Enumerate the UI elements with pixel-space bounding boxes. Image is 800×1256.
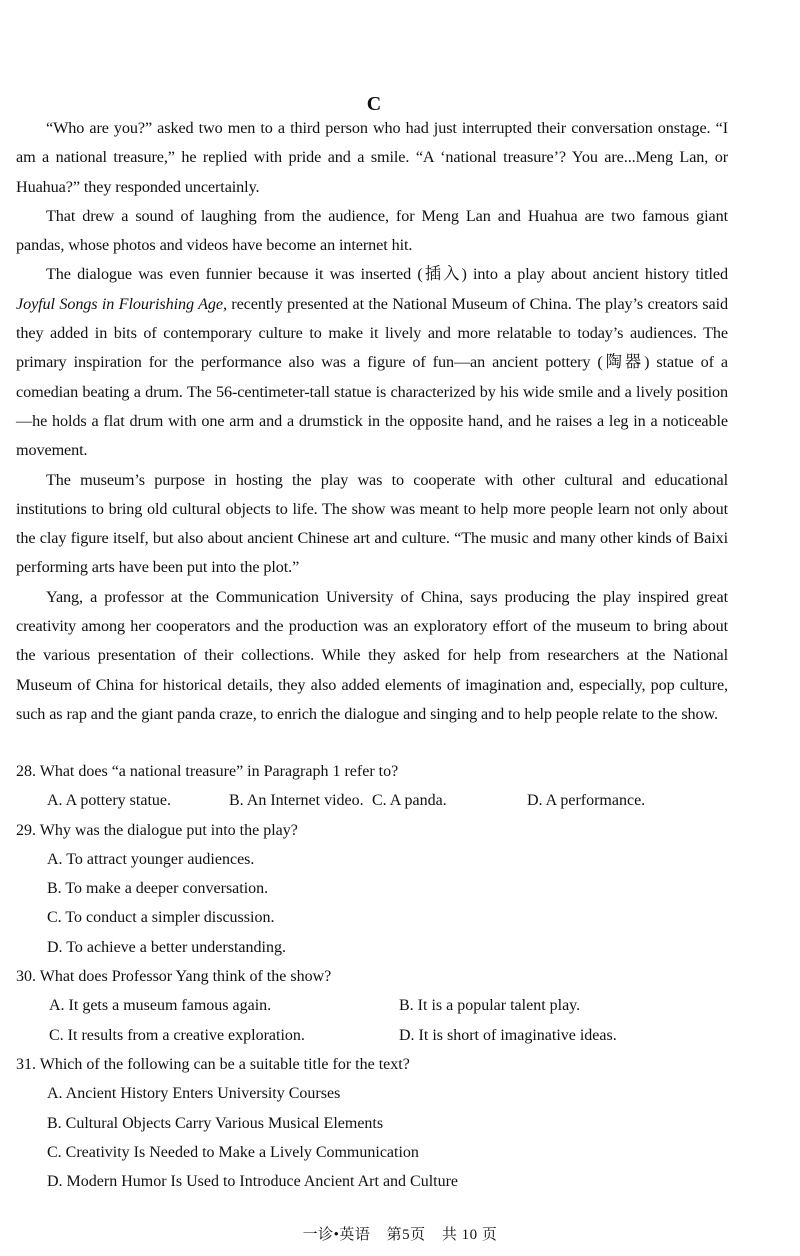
passage-paragraph-3 <box>16 260 728 465</box>
option-c: C. A panda. <box>372 792 447 810</box>
option-c: C. To conduct a simpler discussion. <box>47 909 275 927</box>
option-a: A. To attract younger audiences. <box>47 850 255 868</box>
passage-paragraph-2: That drew a sound of laughing from the audience, for Meng Lan and Huahua are two famous giant pandas, whose photos and videos have become an internet hit. <box>16 206 728 255</box>
question-29 <box>16 816 756 962</box>
play-title: Joyful Songs in Flourishing Age, <box>16 294 227 313</box>
reading-passage <box>16 114 728 729</box>
option-b: B. Cultural Objects Carry Various Musical Elements <box>47 1114 384 1132</box>
passage-paragraph-5: Yang, a professor at the Communication University of China, says producing the play inspired great creativity among her cooperators and the production was an exploratory effort of the museum to bring about the various presentation of their collections. While they asked for help from researchers at the National Museum of China for historical details, they also added elements of imagination and, especially, pop culture, such as rap and the giant panda craze, to enrich the dialogue and singing and to help people relate to the show. <box>16 587 728 723</box>
options-list <box>16 1079 756 1196</box>
option-d: D. A performance. <box>527 792 646 810</box>
option-b: B. It is a popular talent play. <box>399 997 581 1015</box>
option-b: B. To make a deeper conversation. <box>47 880 269 898</box>
exam-name: 一诊•英语 <box>302 1227 371 1243</box>
question-stem: 31. Which of the following can be a suitable title for the text? <box>16 1055 410 1073</box>
options-list <box>16 845 756 962</box>
option-d: D. To achieve a better understanding. <box>47 938 286 956</box>
option-d: D. Modern Humor Is Used to Introduce Ancient Art and Culture <box>47 1173 459 1191</box>
page-number: 第5页 <box>386 1227 426 1243</box>
option-c: C. Creativity Is Needed to Make a Lively Communication <box>47 1143 419 1161</box>
option-a: A. Ancient History Enters University Courses <box>47 1085 341 1103</box>
section-title: C <box>366 93 382 115</box>
passage-paragraph-1: “Who are you?” asked two men to a third person who had just interrupted their conversation onstage. “I am a national treasure,” he replied with pride and a smile. “A ‘national treasure’? You are...Meng Lan, or Huahua?” they responded uncertainly. <box>16 119 728 196</box>
question-stem: 30. What does Professor Yang think of the show? <box>16 968 332 986</box>
option-a: A. A pottery statue. <box>47 792 171 810</box>
question-31 <box>16 1050 756 1196</box>
question-stem: 29. Why was the dialogue put into the play? <box>16 821 298 839</box>
paragraph-text: The dialogue was even funnier because it was inserted (插入) into a play about ancient history titled <box>46 265 728 284</box>
questions-section <box>16 757 756 1196</box>
passage-paragraph-4: The museum’s purpose in hosting the play was to cooperate with other cultural and educational institutions to bring old cultural objects to life. The show was meant to help more people learn not only about the clay figure itself, but also about ancient Chinese art and culture. “The music and many other kinds of Baixi performing arts have been put into the plot.” <box>16 470 728 577</box>
options-grid <box>16 991 756 1050</box>
option-c: C. It results from a creative exploration. <box>49 1026 305 1044</box>
option-a: A. It gets a museum famous again. <box>49 997 272 1015</box>
option-d: D. It is short of imaginative ideas. <box>399 1026 617 1044</box>
options-row <box>16 786 756 815</box>
paragraph-text: recently presented at the National Museum of China. The play’s creators said they added in bits of contemporary culture to make it lively and more relatable to today’s audiences. The primary inspiration for the performance also was a figure of fun—an ancient pottery (陶器) statue of a comedian beating a drum. The 56-centimeter-tall statue is characterized by his wide smile and a lively position—he holds a flat drum with one arm and a drumstick in the opposite hand, and he raises a leg in a noticeable movement. <box>16 294 728 460</box>
page-total: 共 10 页 <box>441 1227 498 1243</box>
page-footer <box>0 1223 800 1244</box>
option-b: B. An Internet video. <box>229 792 364 810</box>
question-28 <box>16 757 756 816</box>
question-stem: 28. What does “a national treasure” in Paragraph 1 refer to? <box>16 763 399 780</box>
question-30 <box>16 962 756 1050</box>
